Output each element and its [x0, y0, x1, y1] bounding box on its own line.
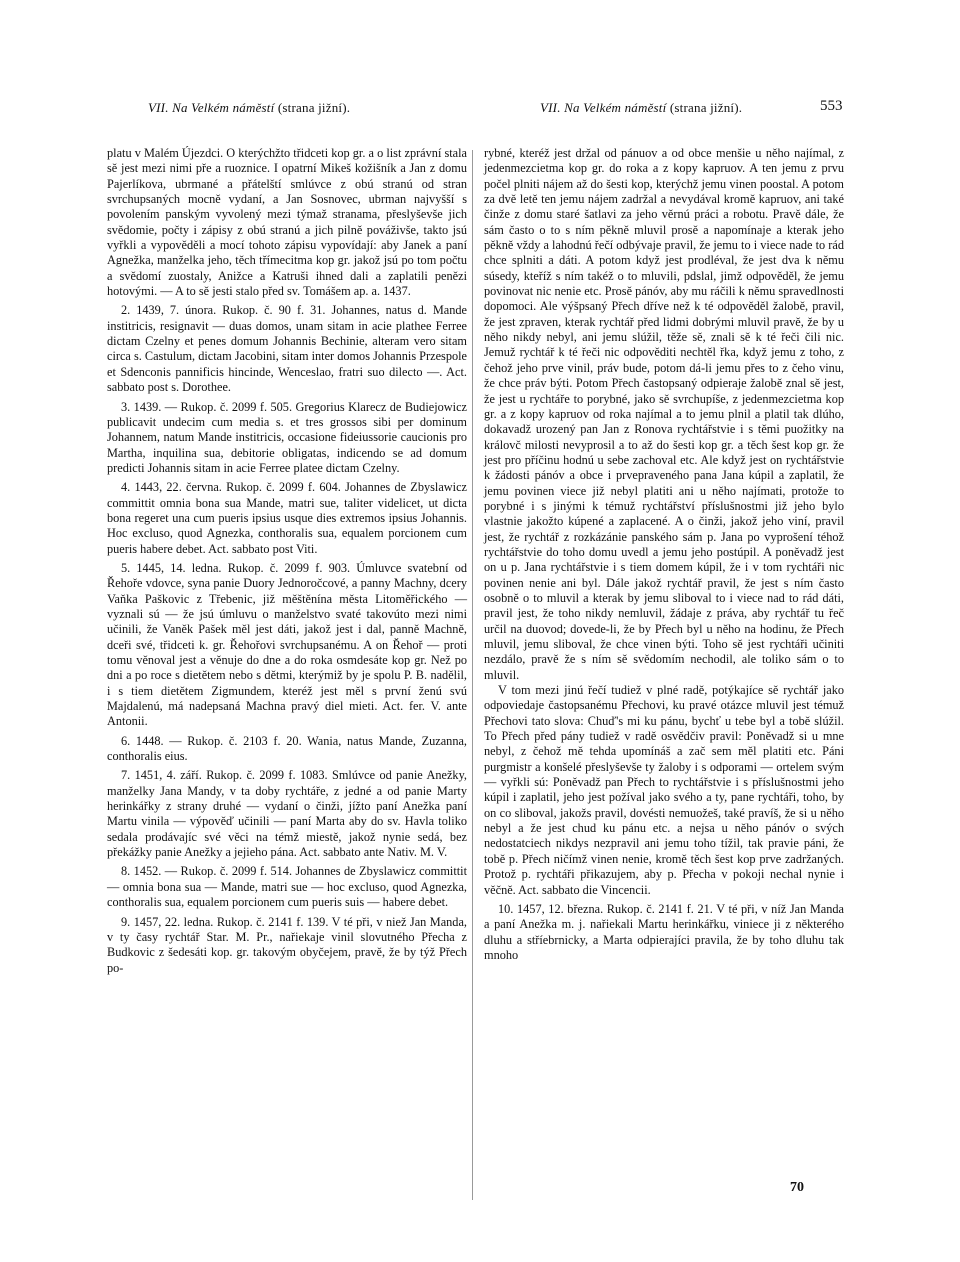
header-left-title: Na Velkém náměstí — [172, 100, 275, 115]
running-header-right — [540, 100, 742, 116]
column-divider — [472, 150, 473, 1200]
paragraph: 7. 1451, 4. září. Rukop. č. 2099 f. 1083. Smlúvce od panie Anežky, manželky Jana Mandy, v ta doby rychtáře, z jedné a od panie Marty herinkářky z strany druhé — vydaní o činži, jížto paní Anežka paní Martu vinila — výpověď učinili — paní Marta aby do sv. Havla toliko sedala prodávajíc své věci na témž miestě, jakož nynie sedá, bez překážky panie Anežky a jejieho pána. Act. sabbato ante Nativ. M. V. — [107, 768, 467, 860]
paragraph: 3. 1439. — Rukop. č. 2099 f. 505. Gregorius Klarecz de Budiejowicz publicavit undecim cum media s. et tres grossos sibi per dominum Johannem, natum Mande institricis, occasione fideiussorie caucionis pro Martha, inquilina sua, debitorie obligatas, indicendo se ad domum predicti Johannis sitam in acie Ferree platee dictam Czelny. — [107, 399, 467, 475]
paragraph: V tom mezi jinú řečí tudiež v plné radě, potýkajíce sě rychtář jako odpoviedaje častopsanému Přechovi, ku pravé otázce mluvil jest témuž Přechovi tato slova: Chuď's mi ku pánu, bychť u tebe byl a tobě slúžil. To Přech před pány tudiež v radě osvědčiv pravil: Poněvadž si u mne nebyl, z čehož mě tehda upomínáš a zač sem měl platiti etc. Páni purgmistr a konšelé přeslyševše ty žaloby i s odporami — ortelem svým — vyřkli sú: Poněvadž pan Přech to rychtářstvie i s příslušnostmi jeho kúpil i zaplatil, jeho jest požíval jako svého a ty, pane rychtáři, toho, by on co sliboval, jakožs pravil, dovésti nemuožeš, také pravíš, že si u něho nebyl a že jest chud ku pánu etc. a nejsa u něho pánóv o svých nedostatciech nikdys nezpravil ani jemu toho tížil, tak pravie páni, že tobě p. Přech ničímž vinen nenie, kromě těch šest kop prve zadržaných. Protož p. rychtáři přikazujem, aby p. Přecha v pokoji nechal nynie i věčně. Act. sabbato die Vincencii. — [484, 683, 844, 897]
paragraph: 9. 1457, 22. ledna. Rukop. č. 2141 f. 139. V té při, v niež Jan Manda, v ty časy rychtář Star. M. Pr., nařiekaje vinil slovutného Přecha z Budkovic z šedesáti kop. gr. takovým obyčejem, pravě, že by týž Přech po- — [107, 914, 467, 975]
header-left-num: VII. — [148, 100, 169, 115]
header-right-num: VII. — [540, 100, 561, 115]
header-right-title: Na Velkém náměstí — [564, 100, 667, 115]
header-right-side: (strana jižní). — [669, 100, 743, 115]
paragraph: 10. 1457, 12. března. Rukop. č. 2141 f. 21. V té při, v níž Jan Manda a paní Anežka m. j. nařiekali Martu herinkářku, viniece ji z některého dluhu a stříebrnicky, a Marta odpierajíci pravila, že by toho dluhu tak mnoho — [484, 901, 844, 962]
left-text-column — [107, 146, 467, 976]
paragraph: 2. 1439, 7. února. Rukop. č. 90 f. 31. Johannes, natus d. Mande institricis, resignavit — duas domos, unam sitam in acie plathee Ferree dictam Czelny et penes domum Johannis Bechinie, alteram vero sitam circa s. Castulum, dictam Jacobini, sitam inter domos Johannis Przespole et Sdenconis pannificis hincinde, Wenceslao, fratri suo dilecto —. Act. sabbato post s. Dorothee. — [107, 303, 467, 395]
paragraph: 6. 1448. — Rukop. č. 2103 f. 20. Wania, natus Mande, Zuzanna, conthoralis eius. — [107, 733, 467, 764]
paragraph: 4. 1443, 22. června. Rukop. č. 2099 f. 604. Johannes de Zbyslawicz committit omnia bona sua Mande, matri sue, taliter videlicet, ut dicta bona regeret una cum pueris ipsius usque dies extremos ipsius Johannis. Hoc excluso, quod Agnezka, conthoralis sua, equalem porcionem cum pueris habere debet. Act. sabbato post Viti. — [107, 480, 467, 556]
page-number: 553 — [820, 98, 843, 114]
running-header-left — [148, 100, 350, 116]
paragraph: 8. 1452. — Rukop. č. 2099 f. 514. Johannes de Zbyslawicz committit — omnia bona sua — Mande, matri sue — hoc excluso, quod Agnezka, conthoralis sua, equalem porcionem cum pueris suis — habere debet. — [107, 864, 467, 910]
header-left-side: (strana jižní). — [277, 100, 351, 115]
paragraph: platu v Malém Újezdci. O kterýchžto třidceti kop gr. a o list zprávní stala sě jest mezi nimi pře a ruoznice. I opatrní Mikeš kožišník a Jan z domu Pajerlíkova, ubrmané a přátelští smlúvce z obú stranú od stran svrchupsaných mocně vydaní, a Jan Sosnovec, ubrman najvyšší s povolením panským vyvolený mezi týmaž stranama, přeslyševše jich svědomie, počty i zápisy z obú stranú a jich pilně pováživše, takto jsú vyřkli a vypověděli a mocí tohoto zápisu vypovídají: aby Janek a paní Agnežka, manželka jeho, těch třímecitma kop gr. jakož jsú po tom počtu a svědomí zuostaly, Anižce a Katruši ihned dali a zaplatili penězi hotovými. — A to sě jesti stalo před sv. Tomášem ap. a. 1437. — [107, 146, 467, 299]
right-text-column — [484, 146, 844, 963]
paragraph: 5. 1445, 14. ledna. Rukop. č. 2099 f. 903. Úmluvce svatební od Řehoře vdovce, syna panie Duory Jednoročcové, a panny Machny, dcery Vaňka Paškovic z Třebenic, již měštěnína města Litoměřického — vyznali sú — že jsú úmluvu o manželstvo svaté takovúto mezi nimi učinili, že Vaněk Pašek měl jest dáti, jakož jest i dal, panně Machně, dceři své, třidceti k. gr. Řehořovi svrchupsanému. A on Řehoř — proti tomu věnoval jest a věnuje do dne a do roka osmdesáte kop gr. Než po dni a po roce s dietětem nebo s dětmi, kterýmiž by je spolu P. B. nadělil, i s tiem dietětem Zigmundem, kteréž jest měl s první ženú svú Majdalenú, má nadepsaná Machna pravý diel mieti. Act. fer. V. ante Antonii. — [107, 560, 467, 729]
signature-mark: 70 — [790, 1180, 804, 1195]
paragraph: rybné, kteréž jest držal od pánuov a od obce menšie u něho najímal, z jedenmezcietma kop gr. do roka a z kopy kapruov. A ten jemu z prvu počel plniti nájem až do šesti kop, kterýchž jemu vinen poostal. A potom za dvě letě ten jemu nájem zadržal a nevydával kromě kapruov, ani také činže z domu staré šatlavi za jeho věrnú práci a robotu. Pravě dále, že sám často o to s ním pěkně mluvil prosě a napomínaje a kterak jeho pěkně vždy a lahodnú řečí odbývaje pravil, že jemu to i viece nade to rád chce splniti a dáti. A potom když jest prodléval, že jest dva k němu súsedy, kteříž s ním takéž o to mluvili, pdslal, jimž odpověděl, že jemu povinovat nic nenie etc. Prosě pánóv, aby mu ráčili k němu spravedlnosti dopomoci. Ale výšpsaný Přech dříve než k té odpověděl žalobě, pravil, že jest zpraven, kterak rychtář před lidmi dobrými mluvil pravě, že by u něho nikdy nebyl, ani jemu slúžil, těže sě, znali sě k té řeči čili nic. Jemuž rychtář k té řeči nic odpověditi nechtěl řka, když jemu z toho, z čehož jeho prve vinil, práv bude, potom dá-li jemu přes to z čeho vinu, že chce práv býti. Potom Přech častopsaný odpieraje žalobě znal sě jest, že jest u rychtáře to porybné, jako sě svrchupíše, z jedenmezcietma kop gr. a z kopy kapruov od roka najímal a to jemu plnil a platil tak dlúho, dokavadž urozený pan Jan z Ronova rychtářstvie i s těmi puožitky na královč milosti nevyprosil a to až do šesti kop gr. a těch šest kop gr. že jest pro příčinu hodnú u sebe zachoval etc. Ale když jest on rychtářstvie k žádosti pánóv a obce i prvepraveného pana Jana kúpil a zaplatil, že jemu povinen viece již nebyl platiti ani u něho najímati, protože to porybné i s jinými k témuž rychtářství příslušnostmi již jeho bylo vlastnie jakožto kúpené a zaplacené. A o činži, jakož jeho viní, pravil jest, že rychtář z rozkázánie panského sám p. Jana po vyprošení téhož rychtářstvie do toho domu uvedl a jemu jeho postúpil. A poněvadž jest on u p. Jana rychtářstvie i s tiem domem kúpil, že i v tom rychtáři nic povinen nenie ani byl. Dále jakož rychtář pravil, že jest s ním často osobně o to mluvil a kterak by jemu sliboval to i viece nad to rád dáti, pravil jest, že toho nikdy nemluvil, žádaje z práva, aby rychtář tu řeč určil na duovod; dovede-li, že by Přech byl u něho na hodinu, že Přech mluvil, jemu sliboval, že chce vinen býti. Toho sě jest rychtáři učiniti nezdálo, pravě že s ním sě svědomím nechodil, ale toliko sám o to mluvil. — [484, 146, 844, 682]
